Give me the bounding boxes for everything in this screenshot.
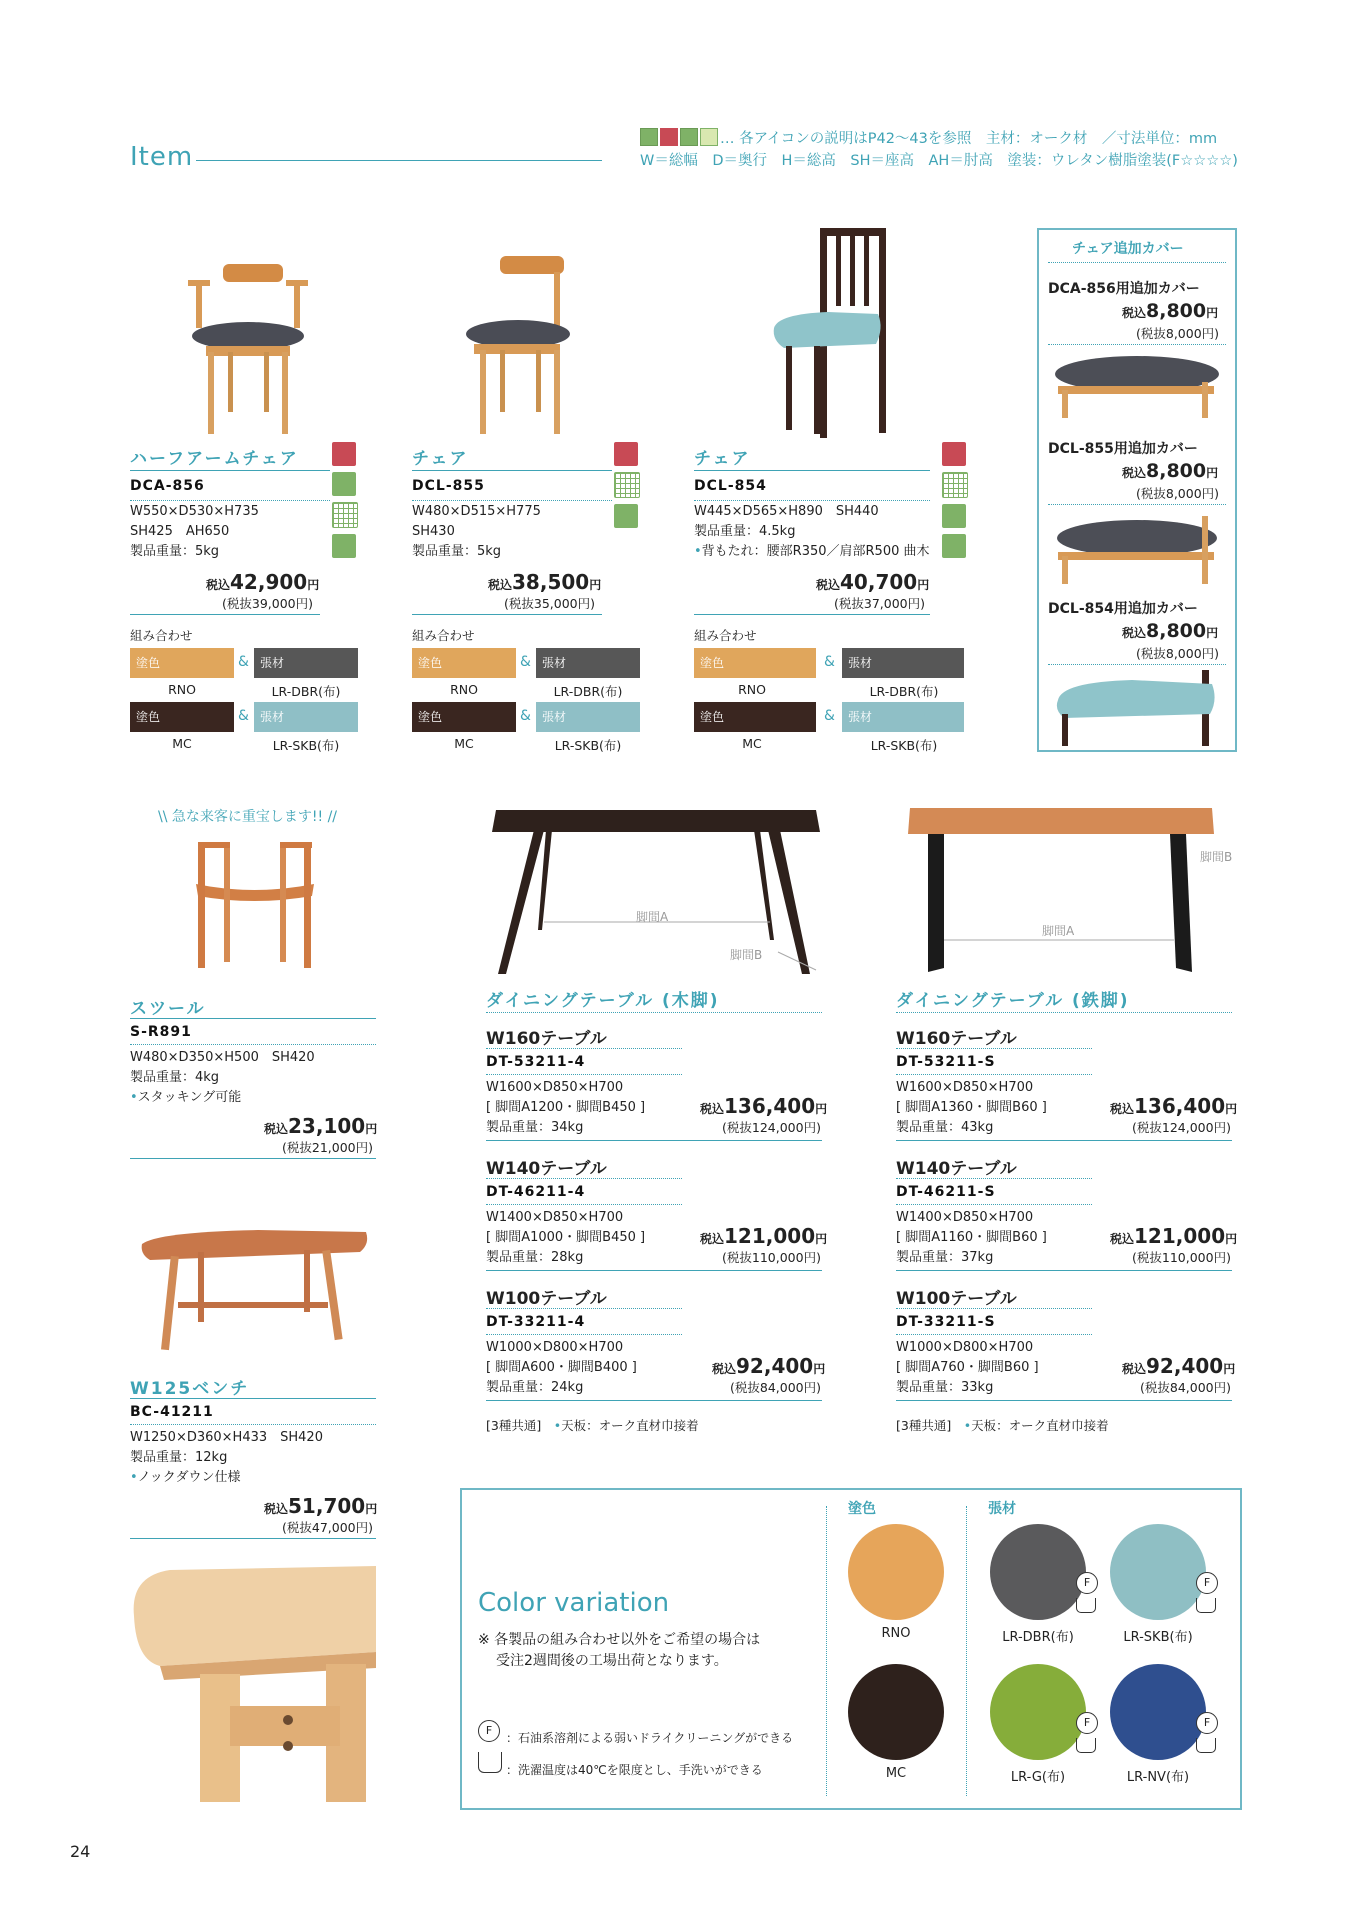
grid-icon bbox=[700, 128, 718, 146]
weight-5kg-icon bbox=[332, 534, 356, 558]
price: 税込40,700円 bbox=[816, 570, 930, 594]
table-note: [3種共通] •天板：オーク直材巾接着 bbox=[896, 1418, 1109, 1433]
chair-image-dca856 bbox=[178, 256, 318, 438]
product-spec: W480×D350×H500 SH420 製品重量：4kg •スタッキング可能 bbox=[130, 1050, 315, 1105]
cover-name: DCL-855用追加カバー bbox=[1048, 441, 1198, 457]
curve-icon bbox=[614, 442, 638, 466]
feature-icons bbox=[332, 442, 358, 564]
cover-image-dca856 bbox=[1052, 352, 1222, 418]
dry-clean-icon: F bbox=[478, 1720, 500, 1742]
swatch-mc: 塗色 bbox=[412, 702, 516, 732]
price: 税込42,900円 bbox=[206, 570, 320, 594]
product-code: S-R891 bbox=[130, 1024, 192, 1040]
cover-name: DCL-854用追加カバー bbox=[1048, 601, 1198, 617]
price: 税込136,400円 bbox=[700, 1094, 828, 1118]
product-spec: W480×D515×H775 SH430 製品重量：5kg bbox=[412, 504, 541, 559]
hand-wash-icon bbox=[1196, 1598, 1216, 1613]
color-swatch-lr-skb bbox=[1110, 1524, 1206, 1620]
product-name: W125ベンチ bbox=[130, 1379, 250, 1399]
product-spec: W445×D565×H890 SH440 製品重量：4.5kg •背もたれ：腰部R350／肩部R500 曲木 bbox=[694, 504, 930, 559]
legend-line-2: W＝総幅 D＝奥行 H＝総高 SH＝座高 AH＝肘高 塗装：ウレタン樹脂塗装(F☆☆☆☆) bbox=[640, 153, 1238, 169]
color-swatch-rno bbox=[848, 1524, 944, 1620]
price-before-tax: (税抜37,000円) bbox=[834, 596, 925, 611]
table-heading: ダイニングテーブル (木脚) bbox=[486, 991, 720, 1011]
bench-image bbox=[138, 1222, 370, 1352]
dry-clean-icon: F bbox=[1196, 1712, 1218, 1734]
grid-icon bbox=[614, 472, 640, 498]
price-before-tax: (税抜39,000円) bbox=[222, 596, 313, 611]
chair-image-dcl855 bbox=[462, 254, 582, 438]
swatch-rno: 塗色 bbox=[130, 648, 234, 678]
product-code: BC-41211 bbox=[130, 1404, 214, 1420]
cover-image-dcl855 bbox=[1052, 512, 1222, 586]
table-heading: ダイニングテーブル (鉄脚) bbox=[896, 991, 1130, 1011]
swatch-mc: 塗色 bbox=[694, 702, 816, 732]
cover-name: DCA-856用追加カバー bbox=[1048, 281, 1200, 297]
price: 税込121,000円 bbox=[700, 1224, 828, 1248]
section-title: Item bbox=[130, 142, 194, 172]
cover-price: 税込8,800円 bbox=[1122, 620, 1219, 642]
chair-image-dcl854 bbox=[768, 228, 888, 440]
product-name: チェア bbox=[412, 449, 469, 469]
product-code: DCL-855 bbox=[412, 478, 485, 494]
stool-image bbox=[188, 840, 322, 970]
swatch-lr-dbr: 張材 bbox=[254, 648, 358, 678]
swatch-lr-dbr: 張材 bbox=[536, 648, 640, 678]
hand-wash-icon bbox=[1076, 1738, 1096, 1753]
page-number: 24 bbox=[70, 1842, 91, 1861]
swatch-lr-skb: 張材 bbox=[536, 702, 640, 732]
price: 税込92,400円 bbox=[1122, 1354, 1236, 1378]
cover-image-dcl854 bbox=[1052, 670, 1222, 746]
leg-b-label: 脚間B bbox=[1200, 850, 1233, 864]
price: 税込51,700円 bbox=[264, 1494, 378, 1518]
hand-wash-icon bbox=[1076, 1598, 1096, 1613]
legend bbox=[640, 128, 1238, 172]
color-swatch-lr-dbr bbox=[990, 1524, 1086, 1620]
grid-icon bbox=[332, 502, 358, 528]
legend-line-1: … 各アイコンの説明はP42〜43を参照 主材：オーク材 ／寸法単位：mm bbox=[640, 128, 1238, 150]
weight-5kg-icon bbox=[942, 504, 966, 528]
r350-icon bbox=[332, 472, 356, 496]
color-swatch-lr-g bbox=[990, 1664, 1086, 1760]
product-code: DCL-854 bbox=[694, 478, 767, 494]
iron-table-image bbox=[908, 808, 1214, 978]
grid-icon bbox=[942, 472, 968, 498]
wood-table-image bbox=[486, 810, 826, 978]
product-code: DCA-856 bbox=[130, 478, 205, 494]
feature-icons bbox=[942, 442, 968, 564]
title-rule bbox=[196, 160, 602, 161]
curve-icon bbox=[332, 442, 356, 466]
weight-5kg-icon bbox=[614, 504, 638, 528]
price: 税込38,500円 bbox=[488, 570, 602, 594]
price: 税込136,400円 bbox=[1110, 1094, 1238, 1118]
product-spec: W550×D530×H735 SH425 AH650 製品重量：5kg bbox=[130, 504, 259, 559]
fabric-heading: 張材 bbox=[988, 1501, 1016, 1517]
dry-clean-icon: F bbox=[1076, 1712, 1098, 1734]
bench-closeup-image bbox=[130, 1556, 376, 1802]
paint-heading: 塗色 bbox=[848, 1501, 876, 1517]
color-swatch-mc bbox=[848, 1664, 944, 1760]
cover-price: 税込8,800円 bbox=[1122, 300, 1219, 322]
bentwood-icon bbox=[942, 534, 966, 558]
swatch-lr-skb: 張材 bbox=[842, 702, 964, 732]
price-before-tax: (税抜35,000円) bbox=[504, 596, 595, 611]
price: 税込121,000円 bbox=[1110, 1224, 1238, 1248]
product-spec: W1250×D360×H433 SH420 製品重量：12kg •ノックダウン仕様 bbox=[130, 1430, 323, 1485]
cover-price: 税込8,800円 bbox=[1122, 460, 1219, 482]
stool-catchphrase: \\ 急な来客に重宝します!! // bbox=[158, 809, 338, 825]
hand-wash-icon bbox=[478, 1752, 502, 1773]
product-name: ハーフアームチェア bbox=[130, 449, 299, 469]
weight-5kg-icon bbox=[680, 128, 698, 146]
swatch-rno: 塗色 bbox=[412, 648, 516, 678]
leg-a-label: 脚間A bbox=[1042, 924, 1075, 938]
swatch-lr-dbr: 張材 bbox=[842, 648, 964, 678]
r350-icon bbox=[640, 128, 658, 146]
product-name: スツール bbox=[130, 999, 206, 1019]
color-swatch-lr-nv bbox=[1110, 1664, 1206, 1760]
curve-icon bbox=[660, 128, 678, 146]
hand-wash-icon bbox=[1196, 1738, 1216, 1753]
feature-icons bbox=[614, 442, 640, 534]
table-note: [3種共通] •天板：オーク直材巾接着 bbox=[486, 1418, 699, 1433]
swatch-lr-skb: 張材 bbox=[254, 702, 358, 732]
curve-icon bbox=[942, 442, 966, 466]
cover-title: チェア追加カバー bbox=[1072, 241, 1184, 257]
leg-b-label: 脚間B bbox=[730, 948, 763, 962]
dry-clean-icon: F bbox=[1196, 1572, 1218, 1594]
price: 税込92,400円 bbox=[712, 1354, 826, 1378]
dry-clean-icon: F bbox=[1076, 1572, 1098, 1594]
color-variation-title: Color variation bbox=[478, 1588, 670, 1618]
price: 税込23,100円 bbox=[264, 1114, 378, 1138]
leg-a-label: 脚間A bbox=[636, 910, 669, 924]
product-name: チェア bbox=[694, 449, 751, 469]
swatch-rno: 塗色 bbox=[694, 648, 816, 678]
color-variation-note: ※ 各製品の組み合わせ以外をご希望の場合は 受注2週間後の工場出荷となります。 bbox=[478, 1632, 761, 1669]
swatch-mc: 塗色 bbox=[130, 702, 234, 732]
